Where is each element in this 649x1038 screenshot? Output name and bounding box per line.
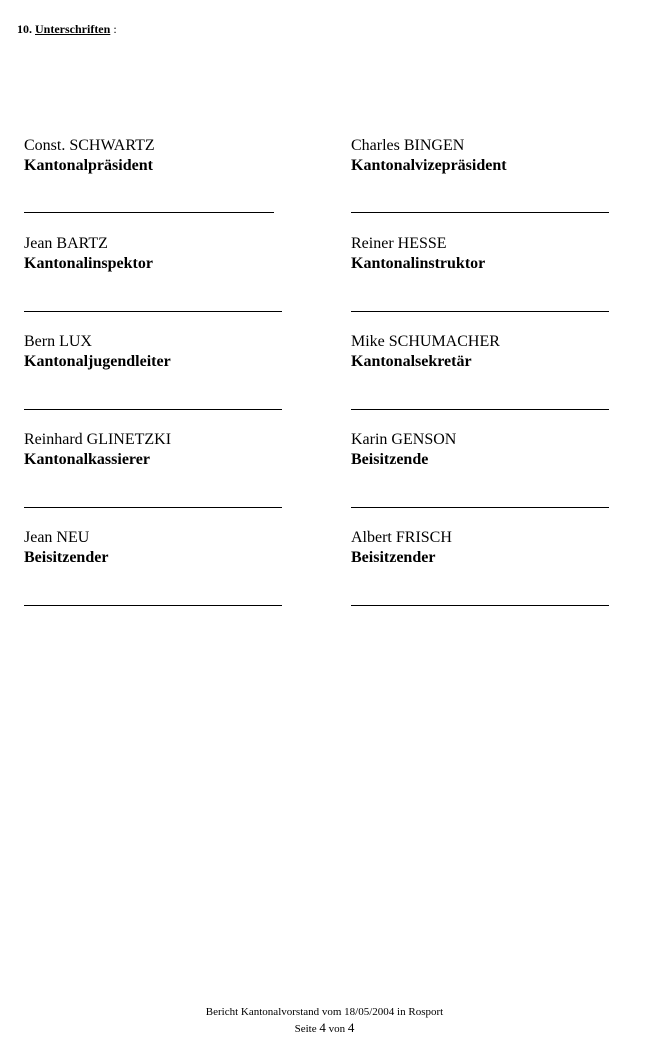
signature-line <box>351 605 609 606</box>
signature-line <box>351 409 609 410</box>
signatory-role: Kantonalkassierer <box>24 451 150 468</box>
signatory-name: Charles BINGEN <box>351 137 465 154</box>
signature-line <box>24 212 274 213</box>
signature-line <box>24 507 282 508</box>
footer-page-indicator <box>0 1020 649 1037</box>
signature-block <box>24 430 171 470</box>
section-colon: : <box>113 22 117 36</box>
signature-line <box>24 605 282 606</box>
signatory-role: Kantonalinspektor <box>24 255 153 272</box>
signatory-name: Reinhard GLINETZKI <box>24 431 172 448</box>
signatory-name: Const. SCHWARTZ <box>24 137 155 154</box>
signature-block <box>351 528 452 568</box>
signatory-role: Beisitzender <box>351 549 436 566</box>
signatory-name: Mike SCHUMACHER <box>351 333 500 350</box>
signatory-role: Kantonaljugendleiter <box>24 353 171 370</box>
signatory-role: Kantonalinstruktor <box>351 255 486 272</box>
signatory-name: Jean NEU <box>24 529 90 546</box>
signatory-role: Kantonalsekretär <box>351 353 472 370</box>
signatory-name: Reiner HESSE <box>351 235 447 252</box>
page-footer <box>0 1005 649 1037</box>
signature-block <box>24 332 171 372</box>
signature-line <box>24 311 282 312</box>
footer-page-of: von <box>328 1023 346 1035</box>
signature-block <box>24 234 153 274</box>
signature-line <box>351 311 609 312</box>
signatory-name: Karin GENSON <box>351 431 457 448</box>
signature-block <box>351 234 485 274</box>
signature-line <box>351 507 609 508</box>
section-heading <box>17 22 117 36</box>
signature-block <box>351 136 507 176</box>
signature-line <box>24 409 282 410</box>
signature-block <box>351 430 456 470</box>
signature-block <box>24 136 155 176</box>
section-number: 10. <box>17 22 32 36</box>
signatory-role: Beisitzende <box>351 451 429 468</box>
footer-page-word: Seite <box>294 1023 317 1035</box>
signature-block <box>351 332 500 372</box>
signatory-name: Jean BARTZ <box>24 235 108 252</box>
section-title: Unterschriften <box>35 22 111 36</box>
signature-block <box>24 528 108 568</box>
signatory-name: Bern LUX <box>24 333 92 350</box>
signatory-role: Kantonalvizepräsident <box>351 157 507 174</box>
signatory-role: Kantonalpräsident <box>24 157 153 174</box>
footer-page-current: 4 <box>319 1020 326 1035</box>
footer-report-title: Bericht Kantonalvorstand vom 18/05/2004 in Rosport <box>205 1006 444 1018</box>
signatory-name: Albert FRISCH <box>351 529 452 546</box>
signature-line <box>351 212 609 213</box>
footer-page-total: 4 <box>347 1020 355 1035</box>
signatory-role: Beisitzender <box>24 549 109 566</box>
